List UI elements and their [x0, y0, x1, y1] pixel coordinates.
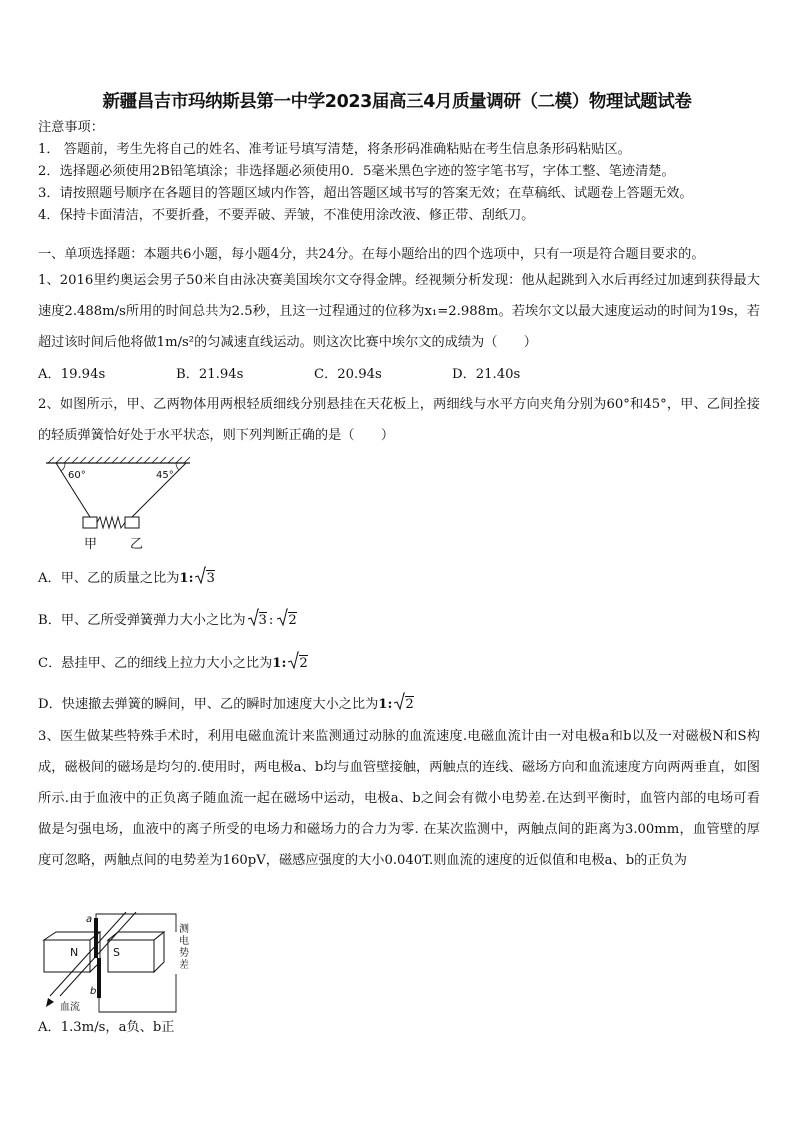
question-1-options: [38, 365, 590, 385]
q3-option-a[interactable]: A．1.3m/s，a负、b正: [38, 1020, 175, 1035]
q1-option-b[interactable]: B．21.94s: [176, 367, 244, 382]
q1-option-a[interactable]: A．19.94s: [38, 367, 106, 382]
electrode-b-label: b: [90, 986, 97, 997]
q2-option-c[interactable]: C．悬挂甲、乙的细线上拉力大小之比为1: 2: [38, 651, 308, 676]
notice-item-2: 2．选择题必须使用2B铅笔填涂；非选择题必须使用0．5毫米黑色字迹的签字笔书写，字体工整、笔迹清楚。: [38, 164, 675, 179]
side-label-dian: 电: [179, 936, 189, 947]
question-2-text: 2、如图所示，甲、乙两物体用两根轻质细线分别悬挂在天花板上，两细线与水平方向夹角分别为60°和45°，甲、乙间拴接的轻质弹簧恰好处于水平状态，则下列判断正确的是（ ）: [38, 397, 760, 443]
sqrt-sign-icon: [248, 608, 259, 626]
notice-item-3: 3．请按照题号顺序在各题目的答题区域内作答，超出答题区域书写的答案无效；在草稿纸、试题卷上答题无效。: [38, 186, 693, 201]
side-label-shi: 势: [179, 948, 189, 959]
angle-left-label: 60°: [68, 470, 86, 481]
spring-figure: [38, 455, 198, 555]
q2-option-d[interactable]: D．快速撤去弹簧的瞬间，甲、乙的瞬时加速度大小之比为1: 2: [38, 692, 414, 717]
notice-item-4: 4．保持卡面清洁，不要折叠，不要弄破、弄皱，不准使用涂改液、修正带、刮纸刀。: [38, 208, 535, 223]
notice-heading: 注意事项：: [38, 120, 104, 135]
body-yi-label: 乙: [130, 537, 144, 552]
magnet-s-label: S: [113, 946, 120, 959]
q1-option-c[interactable]: C．20.94s: [314, 367, 382, 382]
section-heading: 一、单项选择题：本题共6小题，每小题4分，共24分。在每小题给出的四个选项中，只有一项是符合题目要求的。: [38, 247, 705, 262]
sqrt-sign-icon: [195, 566, 206, 584]
flow-label: 血流: [60, 1002, 80, 1013]
notice-item-1: 1． 答题前，考生先将自己的姓名、准考证号填写清楚，将条形码准确粘贴在考生信息条形码粘贴区。: [38, 142, 631, 157]
magnet-n-label: N: [70, 946, 79, 959]
page-title: 新疆昌吉市玛纳斯县第一中学2023届高三4月质量调研（二模）物理试题试卷: [102, 92, 692, 112]
sqrt-sign-icon: [288, 651, 299, 669]
question-3-text: 3、医生做某些特殊手术时，利用电磁血流计来监测通过动脉的血流速度.电磁血流计由一对电极a和b以及一对磁极N和S构成，磁极间的磁场是均匀的.使用时，两电极a、b均与血管壁接触，两触点的连线、磁场方向和血流速度方向两两垂直，如图所示.由于血液中的正负离子随血流一起在磁场中运动，电极a、b之间会有微小电势差.在达到平衡时，血管内部的电场可看做是匀强电场，血液中的离子所受的电场力和磁场力的合力为零. 在某次监测中，两触点间的距离为3.00mm，血管壁的厚度可忽略，两触点间的电势差为160pV，磁感应强度的大小0.040T.则血流的速度的近似值和电极a、b的正负为: [38, 729, 760, 868]
side-label-cha: 差: [179, 960, 189, 971]
sqrt-sign-icon: [394, 692, 405, 710]
q2-option-a[interactable]: A．甲、乙的质量之比为1: 3: [38, 566, 215, 591]
q2-option-b[interactable]: B．甲、乙所受弹簧弹力大小之比为 3 : 2: [38, 608, 297, 633]
angle-right-label: 45°: [156, 470, 174, 481]
sqrt-sign-icon: [277, 608, 288, 626]
electrode-a-label: a: [86, 914, 93, 925]
q1-option-d[interactable]: D．21.40s: [452, 367, 521, 382]
body-jia-label: 甲: [84, 537, 98, 552]
side-label-ce: 测: [179, 924, 189, 935]
blood-flow-figure: [38, 912, 198, 1016]
question-1-text: 1、2016里约奥运会男子50米自由泳决赛美国埃尔文夺得金牌。经视频分析发现：他从起跳到入水后再经过加速到获得最大速度2.488m/s所用的时间总共为2.5秒，且这一过程通过的位移为x₁=2.988m。若埃尔文以最大速度运动的时间为19s，若超过该时间后他将做1m/s²的匀减速直线运动。则这次比赛中埃尔文的成绩为（ ）: [38, 273, 760, 350]
